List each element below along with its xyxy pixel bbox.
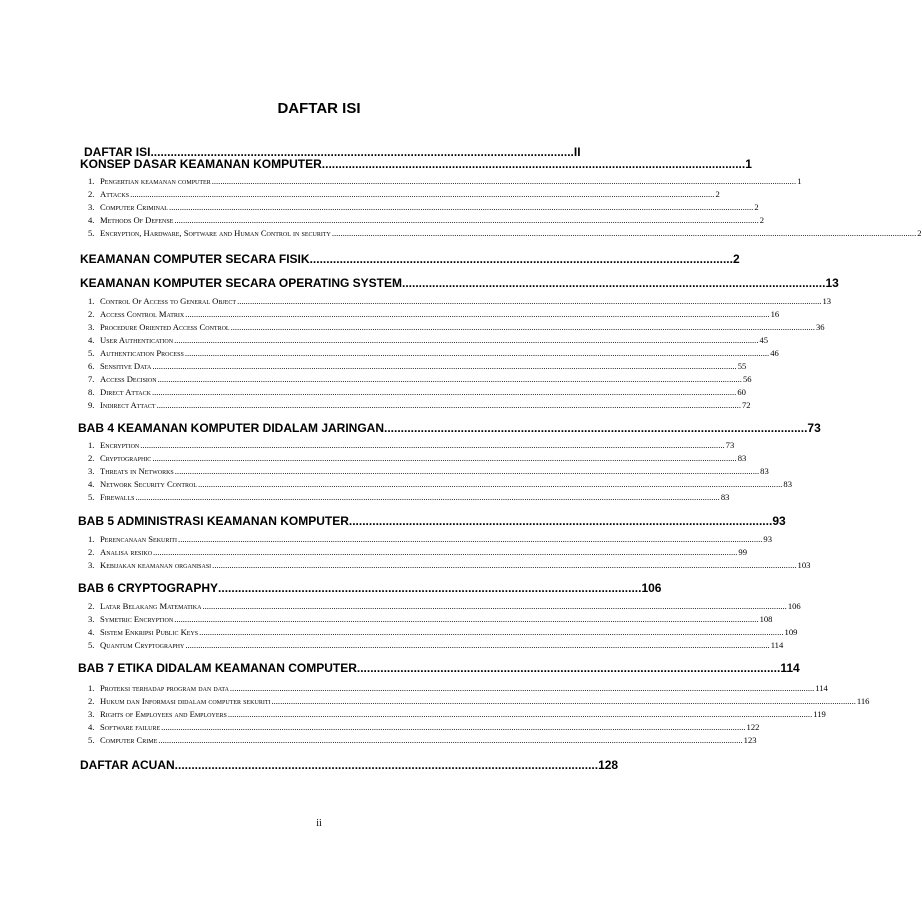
toc-heading-page: 13 — [825, 276, 839, 290]
toc-heading-label: KEAMANAN COMPUTER SECARA FISIK — [80, 252, 310, 266]
toc-heading-page: 2 — [732, 252, 740, 266]
toc-heading-page: 73 — [807, 421, 821, 435]
toc-item[interactable]: 6. Sensitive Data ..... 55 — [88, 361, 577, 372]
toc-item[interactable]: 3. Threats in Networks ..... 83 — [88, 466, 577, 477]
toc-item[interactable]: 3. Computer Criminal ..... 2 — [88, 202, 577, 213]
toc-leader: ............................................................................................................................... — [321, 157, 746, 171]
toc-heading-page: 1 — [745, 157, 752, 171]
toc-heading-label: DAFTAR ISI — [84, 145, 151, 159]
toc-item[interactable]: 5. Firewalls ..... 83 — [88, 492, 577, 503]
toc-leader: ............................................................................................................................... — [384, 421, 808, 435]
toc-heading[interactable] — [78, 661, 800, 675]
toc-heading[interactable] — [78, 421, 821, 435]
toc-item[interactable]: 1. Encryption ..... 73 — [88, 440, 577, 451]
toc-heading-label: BAB 4 KEAMANAN KOMPUTER DIDALAM JARINGAN — [78, 421, 384, 435]
toc-leader: ............................................................................................................................... — [348, 514, 773, 528]
toc-heading-label: BAB 7 ETIKA DIDALAM KEAMANAN COMPUTER — [78, 661, 357, 675]
toc-heading[interactable] — [80, 252, 740, 266]
toc-item[interactable]: 9. Indirect Attact ..... 72 — [88, 400, 577, 411]
toc-item[interactable]: 4. User Authentication ..... 45 — [88, 335, 577, 346]
toc-leader: ............................................................................................................................... — [150, 145, 574, 159]
toc-item[interactable]: 8. Direct Attack ..... 60 — [88, 387, 577, 398]
toc-heading[interactable] — [80, 758, 619, 772]
toc-item[interactable]: 4. Methods Of Defense ..... 2 — [88, 215, 577, 226]
toc-heading-label: BAB 6 CRYPTOGRAPHY — [78, 581, 219, 595]
toc-item[interactable]: 3. Kebijakan keamanan organisasi ..... 103 — [88, 560, 577, 571]
toc-leader: ............................................................................................................................... — [174, 758, 599, 772]
toc-item[interactable]: 3. Procedure Oriented Access Control ..... 36 — [88, 322, 577, 333]
toc-heading-page: 106 — [641, 581, 662, 595]
toc-heading[interactable] — [78, 581, 662, 595]
toc-leader: ............................................................................................................................... — [356, 661, 781, 675]
toc-item[interactable]: 2. Analisa resiko ..... 99 — [88, 547, 577, 558]
toc-heading-label: KEAMANAN KOMPUTER SECARA OPERATING SYSTEM — [80, 276, 403, 290]
toc-heading-page: 93 — [772, 514, 786, 528]
toc-item[interactable]: 2. Latar Belakang Matematika ..... 106 — [88, 601, 577, 612]
page-number: ii — [316, 818, 322, 829]
toc-item[interactable]: 5. Quantum Cryptography ..... 114 — [88, 640, 577, 651]
toc-item[interactable]: 5. Computer Crime ..... 123 — [88, 735, 577, 746]
page-title: DAFTAR ISI — [277, 100, 361, 117]
toc-item[interactable]: 1. Control Of Access to General Object ..... 13 — [88, 296, 577, 307]
toc-heading-label: BAB 5 ADMINISTRASI KEAMANAN KOMPUTER — [78, 514, 349, 528]
toc-item[interactable]: 5. Authentication Process ..... 46 — [88, 348, 577, 359]
toc-item[interactable]: 1. Perencanaan Sekuriti ..... 93 — [88, 534, 577, 545]
toc-item[interactable]: 1. Proteksi terhadap program dan data ..... 114 — [88, 683, 577, 694]
toc-item[interactable]: 2. Cryptographic ..... 83 — [88, 453, 577, 464]
toc-heading[interactable] — [78, 514, 786, 528]
toc-item[interactable]: 4. Network Security Control ..... 83 — [88, 479, 577, 490]
toc-leader: ............................................................................................................................... — [309, 252, 733, 266]
toc-item[interactable]: 3. Symetric Encryption ..... 108 — [88, 614, 577, 625]
toc-item[interactable]: 2. Attacks ..... 2 — [88, 189, 577, 200]
toc-heading-label: DAFTAR ACUAN — [80, 758, 175, 772]
toc-leader: ............................................................................................................................... — [218, 581, 642, 595]
toc-item[interactable]: 5. Encryption, Hardware, Software and Human Control in security ..... 2 — [88, 228, 577, 239]
toc-heading[interactable] — [80, 157, 752, 171]
toc-heading-page: II — [573, 145, 581, 159]
toc-item[interactable]: 2. Access Control Matrix ..... 16 — [88, 309, 577, 320]
toc-leader: ............................................................................................................................... — [402, 276, 826, 290]
toc-heading[interactable] — [80, 276, 839, 290]
toc-item[interactable]: 4. Sistem Enkripsi Public Keys ..... 109 — [88, 627, 577, 638]
toc-item[interactable]: 2. Hukum dan Informasi didalam computer sekuriti ..... 116 — [88, 696, 577, 707]
toc-heading-page: 128 — [598, 758, 619, 772]
toc-heading-page: 114 — [780, 661, 800, 675]
toc-heading-label: KONSEP DASAR KEAMANAN KOMPUTER — [80, 157, 322, 171]
toc-item[interactable]: 3. Rights of Employees and Employers ..... 119 — [88, 709, 577, 720]
toc-item[interactable]: 1. Pengertian keamanan computer ..... 1 — [88, 176, 577, 187]
toc-item[interactable]: 7. Access Decision ..... 56 — [88, 374, 577, 385]
toc-item[interactable]: 4. Software failure ..... 122 — [88, 722, 577, 733]
